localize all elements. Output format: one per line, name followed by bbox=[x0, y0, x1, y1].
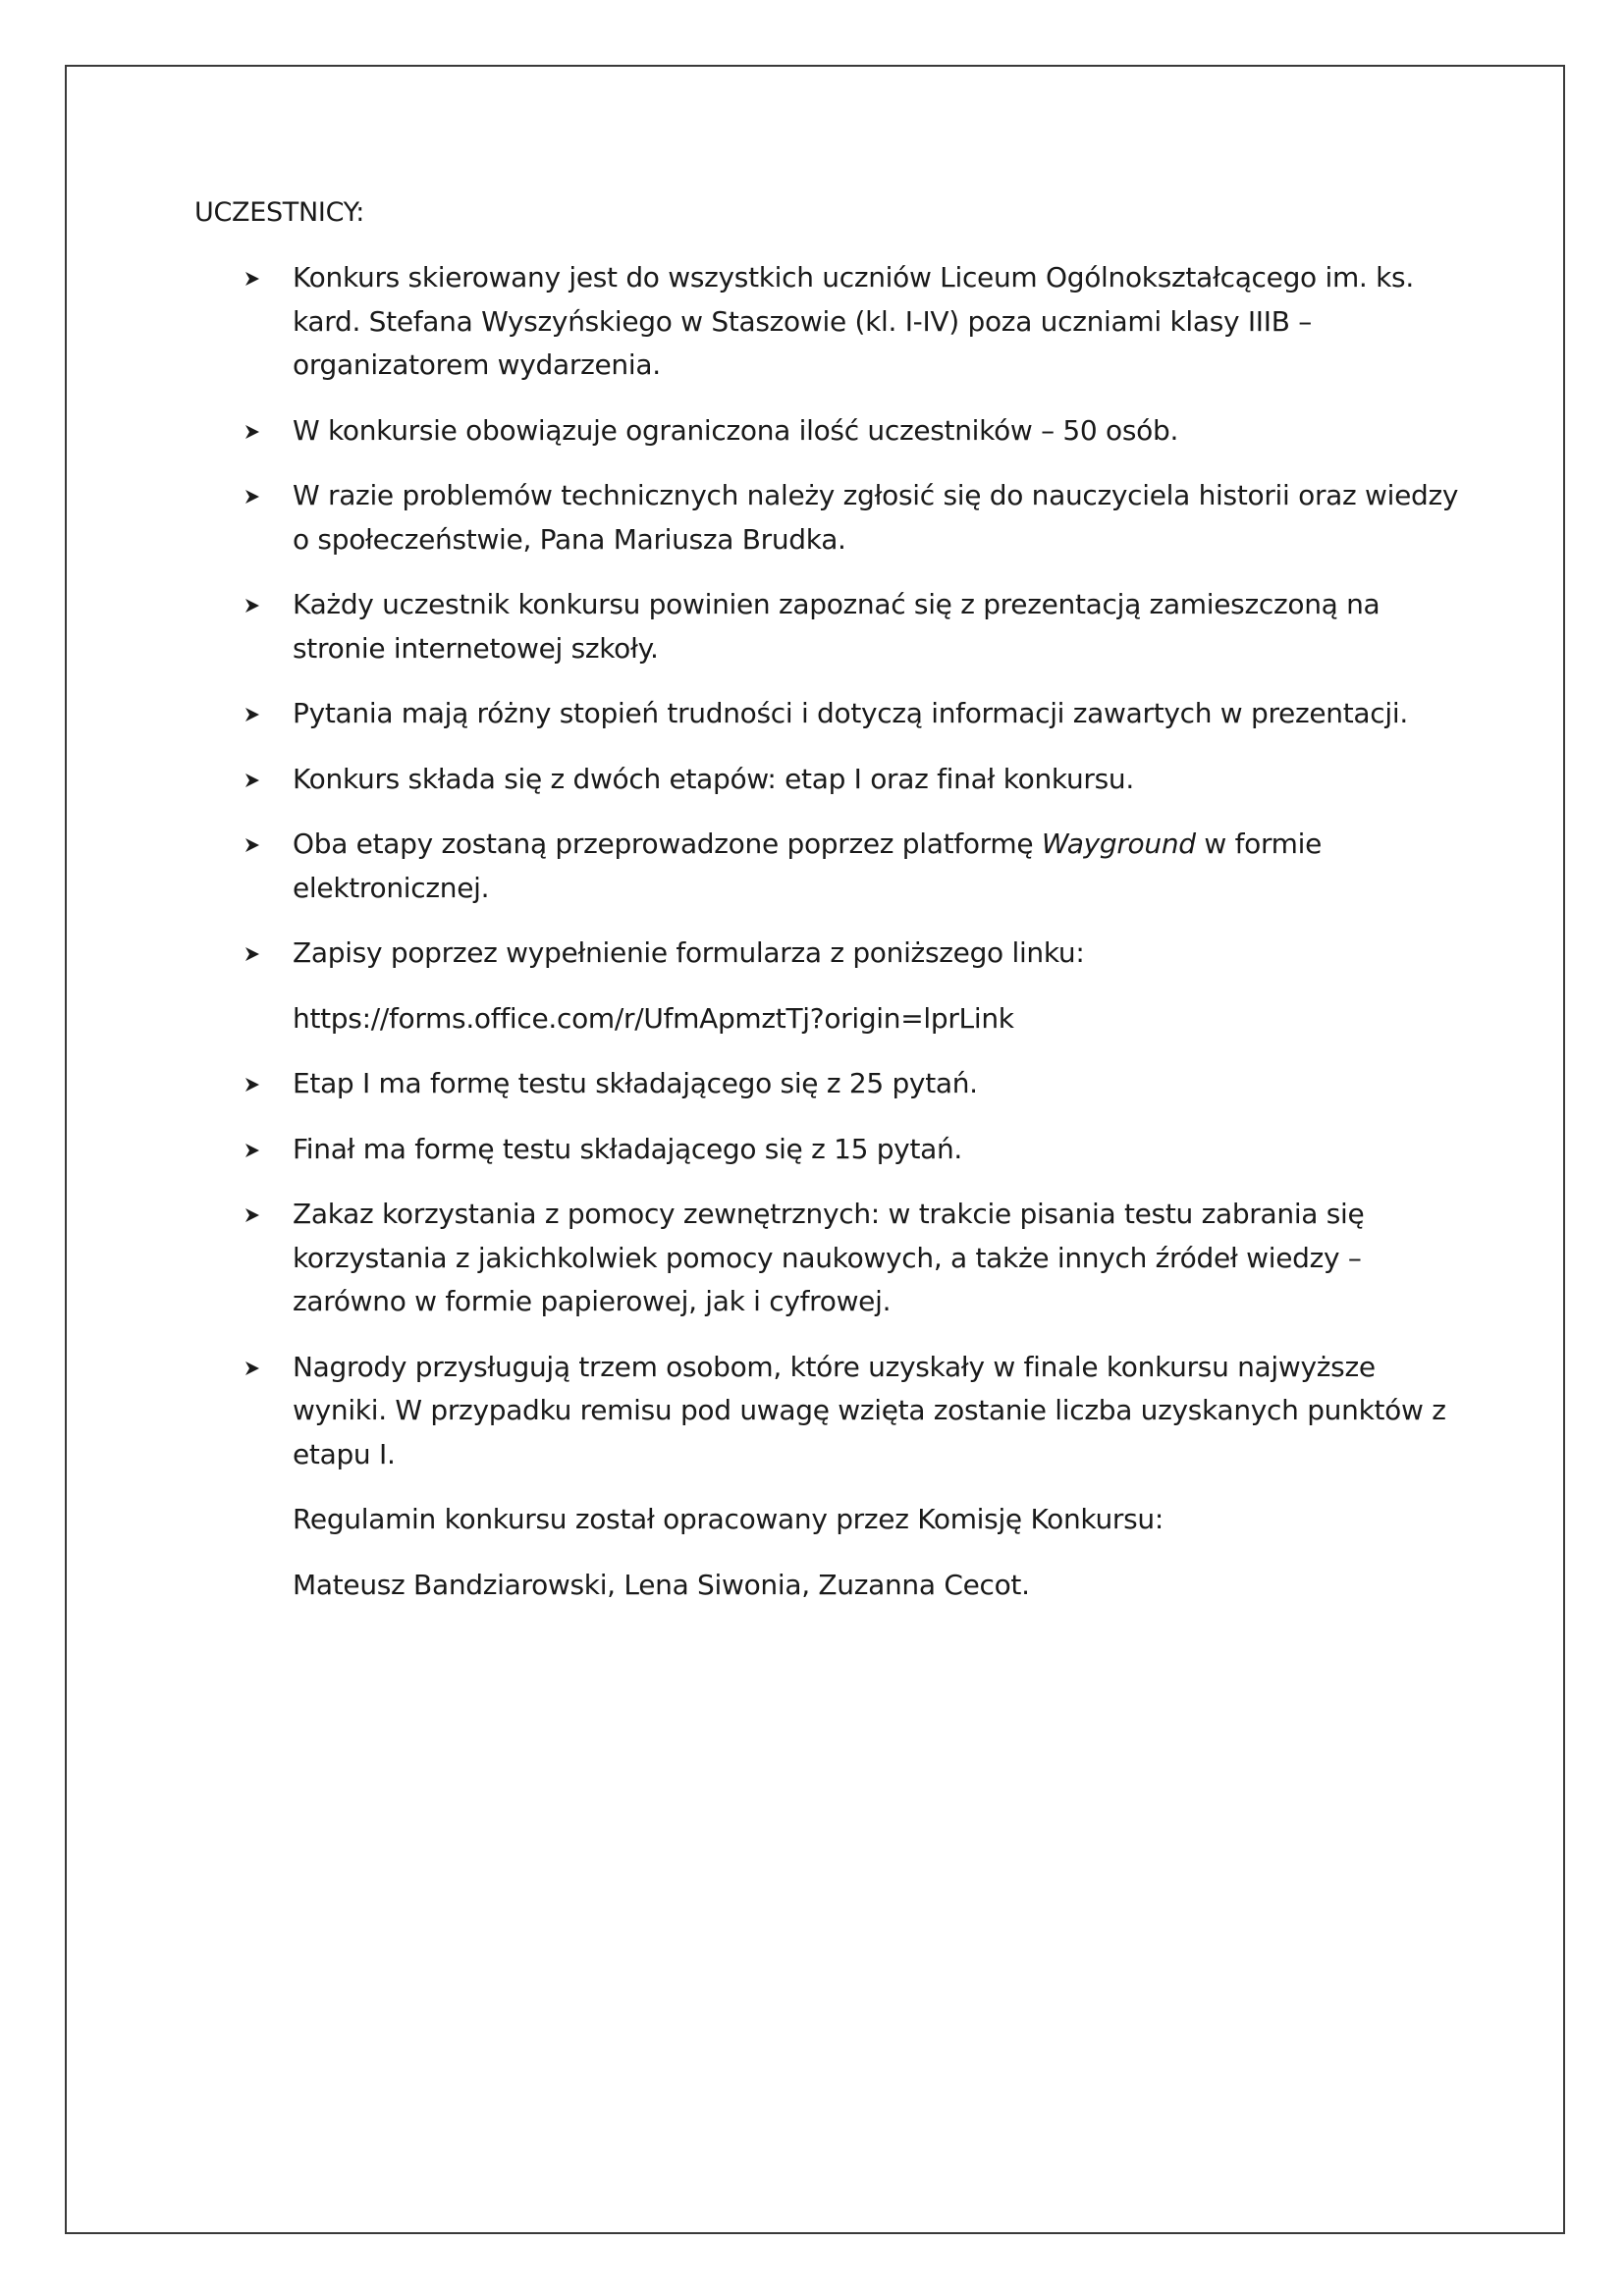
rule-item-eligibility bbox=[194, 256, 1461, 388]
rule-text: W razie problemów technicznych należy zgłosić się do nauczyciela historii oraz wiedzy o społeczeństwie, Pana Mariusza Brudka. bbox=[293, 479, 1459, 556]
rule-item-participant-limit bbox=[194, 409, 1461, 454]
rule-item-questions bbox=[194, 692, 1461, 736]
rules-list-continued bbox=[194, 1062, 1461, 1476]
rule-item-registration bbox=[194, 932, 1461, 976]
arrow-bullet-icon bbox=[244, 474, 265, 517]
rule-text: Konkurs skierowany jest do wszystkich uczniów Liceum Ogólnokształcącego im. ks. kard. Stefana Wyszyńskiego w Staszowie (kl. I-IV) poza uczniami klasy IIIB – organizatorem wydarzenia. bbox=[293, 261, 1414, 381]
registration-form-link[interactable]: https://forms.office.com/r/UfmApmztTj?origin=lprLink bbox=[293, 1001, 1014, 1035]
rules-list bbox=[194, 256, 1461, 976]
rule-text-after: w formie elektronicznej. bbox=[293, 828, 1323, 904]
arrow-bullet-icon bbox=[244, 1128, 265, 1171]
rule-item-technical-problems bbox=[194, 474, 1461, 561]
rule-text: W konkursie obowiązuje ograniczona ilość uczestników – 50 osób. bbox=[293, 413, 1179, 447]
arrow-bullet-icon bbox=[244, 1346, 265, 1389]
rule-item-platform bbox=[194, 823, 1461, 910]
platform-name: Wayground bbox=[1041, 828, 1196, 860]
committee-members: Mateusz Bandziarowski, Lena Siwonia, Zuzanna Cecot. bbox=[293, 1568, 1030, 1601]
document-content bbox=[194, 191, 1461, 1629]
rule-item-stages bbox=[194, 758, 1461, 802]
rule-text: Pytania mają różny stopień trudności i dotyczą informacji zawartych w prezentacji. bbox=[293, 697, 1408, 729]
arrow-bullet-icon bbox=[244, 256, 265, 299]
arrow-bullet-icon bbox=[244, 692, 265, 735]
rule-text: Etap I ma formę testu składającego się z 25 pytań. bbox=[293, 1067, 978, 1099]
rule-text: Zapisy poprzez wypełnienie formularza z poniższego linku: bbox=[293, 936, 1085, 969]
arrow-bullet-icon bbox=[244, 823, 265, 866]
section-heading: UCZESTNICY: bbox=[194, 197, 365, 228]
rule-item-stage-one-format bbox=[194, 1062, 1461, 1106]
rule-item-external-help-ban bbox=[194, 1193, 1461, 1324]
rule-item-final-format bbox=[194, 1128, 1461, 1172]
arrow-bullet-icon bbox=[244, 932, 265, 975]
arrow-bullet-icon bbox=[244, 758, 265, 801]
rule-text-before: Oba etapy zostaną przeprowadzone poprzez platformę bbox=[293, 828, 1042, 860]
arrow-bullet-icon bbox=[244, 1062, 265, 1105]
rule-item-presentation bbox=[194, 583, 1461, 670]
closing-statement: Regulamin konkursu został opracowany przez Komisję Konkursu: bbox=[293, 1503, 1164, 1535]
arrow-bullet-icon bbox=[244, 409, 265, 453]
rule-text: Finał ma formę testu składającego się z 15 pytań. bbox=[293, 1132, 963, 1165]
rule-text: Konkurs składa się z dwóch etapów: etap I oraz finał konkursu. bbox=[293, 762, 1134, 795]
rule-text: Zakaz korzystania z pomocy zewnętrznych: w trakcie pisania testu zabrania się korzystania z jakichkolwiek pomocy naukowych, a także innych źródeł wiedzy – zarówno w formie papierowej, jak i cyfrowej. bbox=[293, 1198, 1365, 1317]
arrow-bullet-icon bbox=[244, 1193, 265, 1236]
rule-item-prizes bbox=[194, 1346, 1461, 1477]
arrow-bullet-icon bbox=[244, 583, 265, 626]
rule-text: Nagrody przysługują trzem osobom, które uzyskały w finale konkursu najwyższe wyniki. W przypadku remisu pod uwagę wzięta zostanie liczba uzyskanych punktów z etapu I. bbox=[293, 1350, 1446, 1470]
rule-text: Każdy uczestnik konkursu powinien zapoznać się z prezentacją zamieszczoną na stronie internetowej szkoły. bbox=[293, 588, 1380, 665]
